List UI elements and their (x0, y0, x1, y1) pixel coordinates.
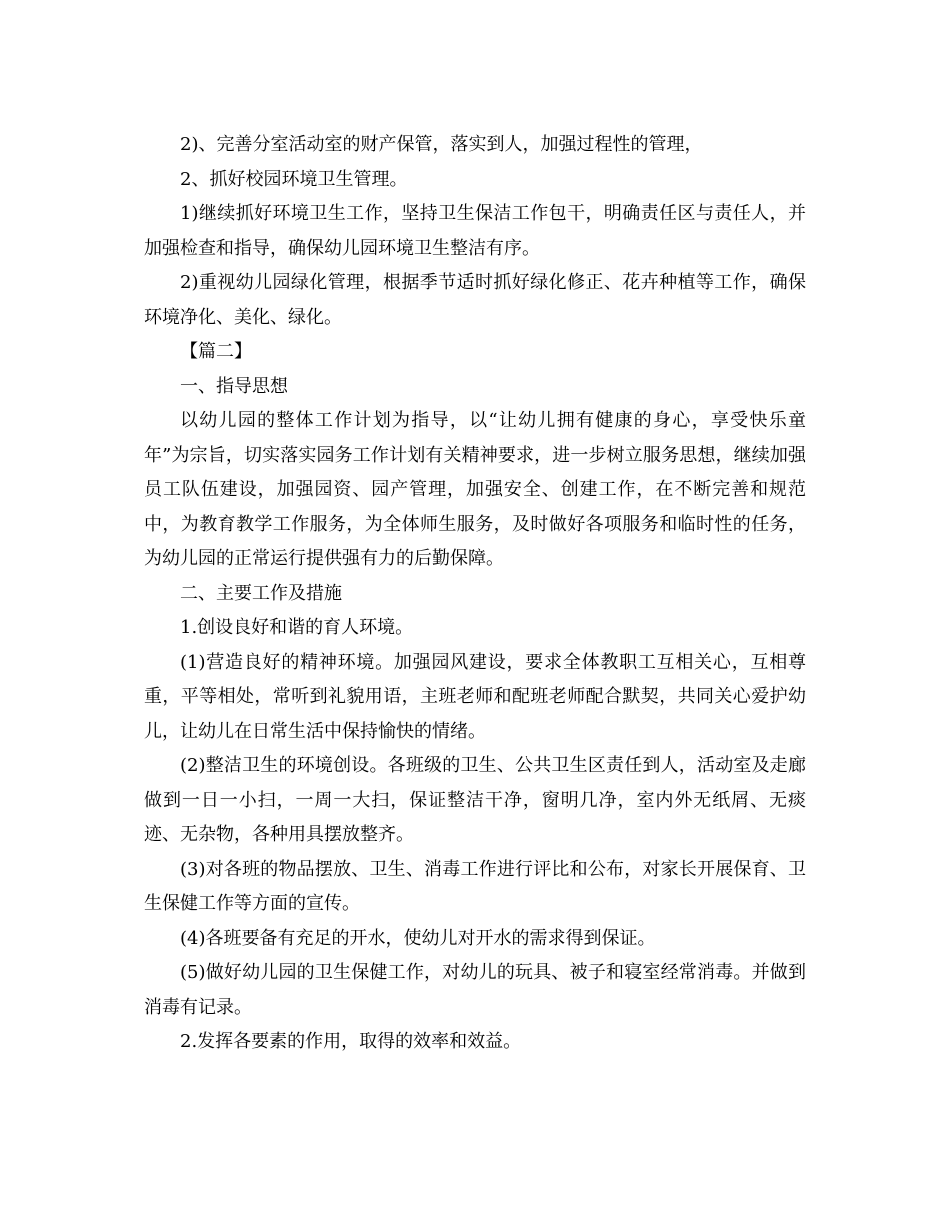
list-item-1: (1)营造良好的精神环境。加强园风建设，要求全体教职工互相关心，互相尊重，平等相处，常听到礼貌用语，主班老师和配班老师配合默契，共同关心爱护幼儿，让幼儿在日常生活中保持愉快的情绪。 (144, 651, 806, 742)
paragraph-1: 2)、完善分室活动室的财产保管，落实到人，加强过程性的管理， (180, 134, 703, 155)
section-heading-2: 2、抓好校园环境卫生管理。 (180, 168, 408, 190)
subsection-heading-2: 2.发挥各要素的作用，取得的效率和效益。 (180, 1031, 522, 1052)
list-item-3: (3)对各班的物品摆放、卫生、消毒工作进行评比和公布，对家长开展保育、卫生保健工作等方面的宣传。 (144, 858, 806, 914)
list-item-5: (5)做好幼儿园的卫生保健工作，对幼儿的玩具、被子和寝室经常消毒。并做到消毒有记录。 (144, 962, 806, 1018)
paragraph-guiding-thought: 以幼儿园的整体工作计划为指导，以“让幼儿拥有健康的身心，享受快乐童年”为宗旨，切实落实园务工作计划有关精神要求，进一步树立服务思想，继续加强员工队伍建设，加强园资、园产管理，加强安全、创建工作，在不断完善和规范中，为教育教学工作服务，为全体师生服务，及时做好各项服务和临时性的任务，为幼儿园的正常运行提供强有力的后勤保障。 (144, 410, 806, 569)
document-body (144, 128, 806, 1060)
list-item-2: (2)整洁卫生的环境创设。各班级的卫生、公共卫生区责任到人，活动室及走廊做到一日一小扫，一周一大扫，保证整洁干净，窗明几净，室内外无纸屑、无痰迹、无杂物，各种用具摆放整齐。 (144, 755, 806, 845)
chapter-heading: 【篇二】 (180, 341, 252, 362)
paragraph-4: 2)重视幼儿园绿化管理，根据季节适时抓好绿化修正、花卉种植等工作，确保环境净化、美化、绿化。 (144, 272, 806, 328)
paragraph-3: 1)继续抓好环境卫生工作，坚持卫生保洁工作包干，明确责任区与责任人，并加强检查和指导，确保幼儿园环境卫生整洁有序。 (144, 203, 806, 259)
subsection-heading-1: 1.创设良好和谐的育人环境。 (180, 617, 414, 638)
list-item-4: (4)各班要备有充足的开水，使幼儿对开水的需求得到保证。 (180, 927, 656, 949)
section-heading-guiding-thought: 一、指导思想 (180, 375, 288, 397)
section-heading-main-work: 二、主要工作及措施 (180, 582, 342, 604)
